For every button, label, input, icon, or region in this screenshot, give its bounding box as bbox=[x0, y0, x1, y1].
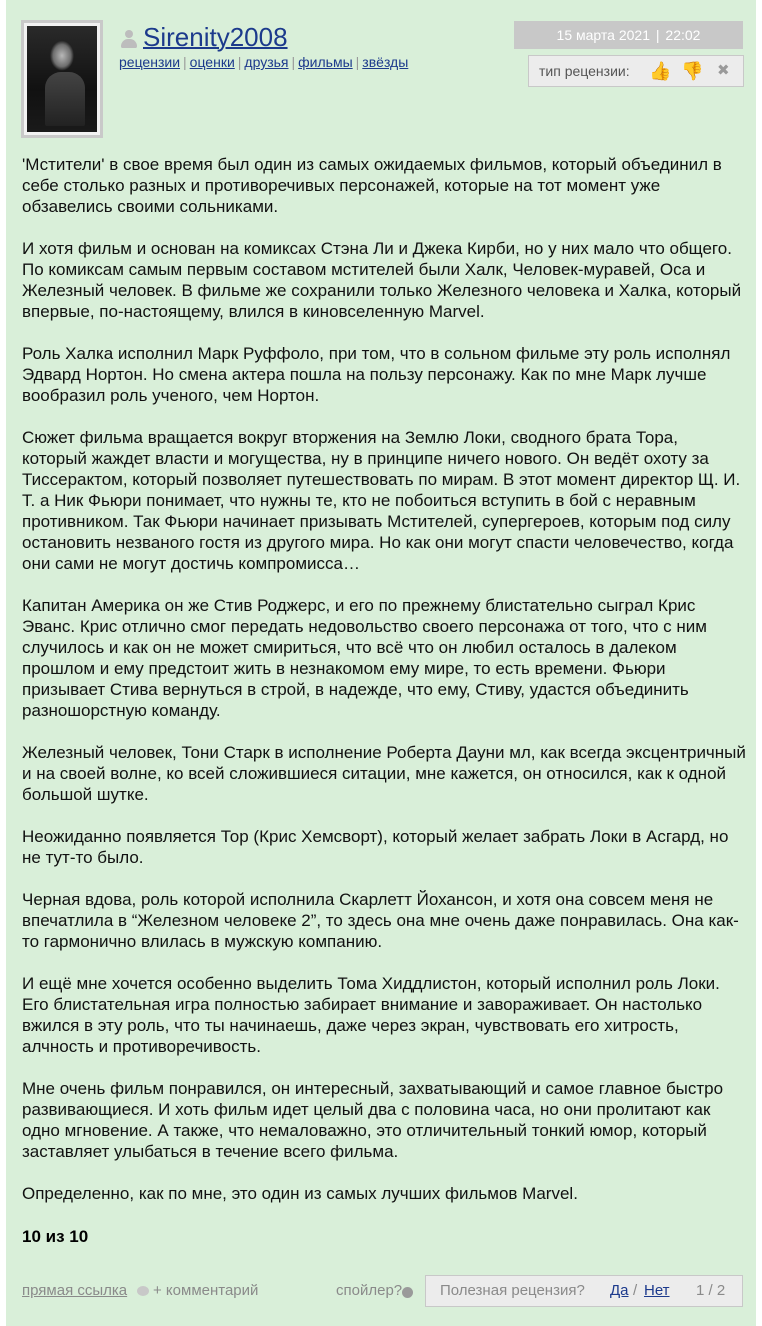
helpful-vote-box bbox=[425, 1275, 743, 1307]
avatar-image bbox=[27, 26, 97, 132]
vote-yes-link[interactable]: Да bbox=[610, 1282, 629, 1299]
review-time: 22:02 bbox=[665, 27, 701, 43]
review-paragraph: Неожиданно появляется Тор (Крис Хемсворт), который желает забрать Локи в Асгард, но не тут-то было. bbox=[22, 827, 729, 867]
review-score: 10 из 10 bbox=[22, 1227, 89, 1246]
review-date: 15 марта 2021 bbox=[556, 27, 650, 43]
author-username[interactable]: Sirenity2008 bbox=[143, 22, 288, 52]
review-type-box bbox=[528, 55, 744, 87]
review-paragraph: Определенно, как по мне, это один из самых лучших фильмов Marvel. bbox=[22, 1184, 578, 1203]
helpful-question: Полезная рецензия? bbox=[440, 1282, 585, 1299]
review-type-label: тип рецензии: bbox=[539, 63, 630, 79]
thumbs-down-icon[interactable]: 👎 bbox=[681, 61, 704, 81]
link-stars[interactable]: звёзды bbox=[362, 54, 409, 70]
link-films[interactable]: фильмы bbox=[298, 54, 353, 70]
review-date-bar: 15 марта 2021 | 22:02 bbox=[514, 21, 743, 49]
review-paragraph: 'Мстители' в свое время был один из самых ожидаемых фильмов, который объединил в себе столько разных и противоречивых персонажей, которые на тот момент уже обзавелись своими сольниками. bbox=[22, 155, 722, 216]
spoiler-icon[interactable] bbox=[402, 1287, 413, 1298]
vote-count: 1 / 2 bbox=[696, 1282, 726, 1299]
avatar[interactable] bbox=[21, 20, 103, 138]
review-paragraph: И ещё мне хочется особенно выделить Тома Хиддлистон, который исполнил роль Локи. Его блистательная игра полностью забирает внимание и завораживает. Он настолько вжился в эту роль, что ты начинаешь, даже через экран, чувствовать его хитрость, алчность и противоречивость. bbox=[22, 974, 720, 1056]
link-ratings[interactable]: оценки bbox=[189, 54, 235, 70]
review-paragraph: Мне очень фильм понравился, он интересный, захватывающий и самое главное быстро развивающиеся. И хоть фильм идет целый два с половина часа, но они пролитают как одно мгновение. А также, что немаловажно, это отличительный тонкий юмор, который заставляет улыбаться в течение всего фильма. bbox=[22, 1079, 724, 1161]
close-icon[interactable]: ✖ bbox=[717, 62, 730, 79]
add-comment-link[interactable]: + комментарий bbox=[153, 1282, 259, 1299]
user-icon bbox=[121, 30, 137, 48]
review-paragraph: Черная вдова, роль которой исполнила Скарлетт Йохансон, и хотя она совсем меня не впечатлила в “Железном человеке 2”, то здесь она мне очень даже понравилась. Она как-то гармонично влилась в мужскую компанию. bbox=[22, 890, 739, 951]
thumbs-up-icon[interactable]: 👍 bbox=[649, 61, 672, 81]
review-paragraph: Капитан Америка он же Стив Роджерс, и его по прежнему блистательно сыграл Крис Эванс. Крис отлично смог передать недовольство своего персонажа от того, что с ним случилось и как он не может смириться, что всё что он любил осталось в далеком прошлом и ему предстоит жить в незнакомом ему мире, то есть времени. Фьюри призывает Стива вернуться в строй, в надежде, что ему, Стиву, удастся объединить разношорстную команду. bbox=[22, 596, 707, 720]
review-card bbox=[6, 0, 756, 1326]
comment-icon bbox=[137, 1286, 149, 1296]
link-friends[interactable]: друзья bbox=[244, 54, 289, 70]
direct-link[interactable]: прямая ссылка bbox=[22, 1282, 128, 1299]
review-paragraph: Сюжет фильма вращается вокруг вторжения на Землю Локи, сводного брата Тора, который жаждет власти и могущества, ну в принципе ничего нового. Он ведёт охоту за Тиссерактом, который позволяет путешествовать по мирам. В этот момент директор Щ. И. Т. а Ник Фьюри понимает, что нужны те, кто не побоиться вступить в бой с неравным противником. Так Фьюри начинает призывать Мстителей, супергероев, которым под силу остановить незваного гостя из другого мира. Но как они могут спасти человечество, когда они сами не могут достичь компромисса… bbox=[22, 428, 741, 573]
review-paragraph: Роль Халка исполнил Марк Руффоло, при том, что в сольном фильме эту роль исполнял Эдвард Нортон. Но смена актера пошла на пользу персонажу. Как по мне Марк лучше вообразил роль ученого, чем Нортон. bbox=[22, 344, 731, 405]
review-paragraph: И хотя фильм и основан на комиксах Стэна Ли и Джека Кирби, но у них мало что общего. По комиксам самым первым составом мстителей были Халк, Человек-муравей, Оса и Железный человек. В фильме же сохранили только Железного человека и Халка, который впервые, по-настоящему, влился в киновселенную Marvel. bbox=[22, 239, 742, 321]
spoiler-label[interactable]: спойлер? bbox=[336, 1282, 403, 1299]
link-reviews[interactable]: рецензии bbox=[119, 54, 181, 70]
review-paragraph: Железный человек, Тони Старк в исполнение Роберта Дауни мл, как всегда эксцентричный и на своей волне, ко всей сложившиеся ситации, мне кажется, он относился, как к одной большой шутке. bbox=[22, 743, 746, 804]
profile-links: рецензии | оценки | друзья | фильмы | звёзды bbox=[119, 54, 409, 70]
vote-separator: / bbox=[633, 1282, 638, 1299]
vote-no-link[interactable]: Нет bbox=[644, 1282, 670, 1299]
review-text bbox=[22, 154, 747, 1225]
